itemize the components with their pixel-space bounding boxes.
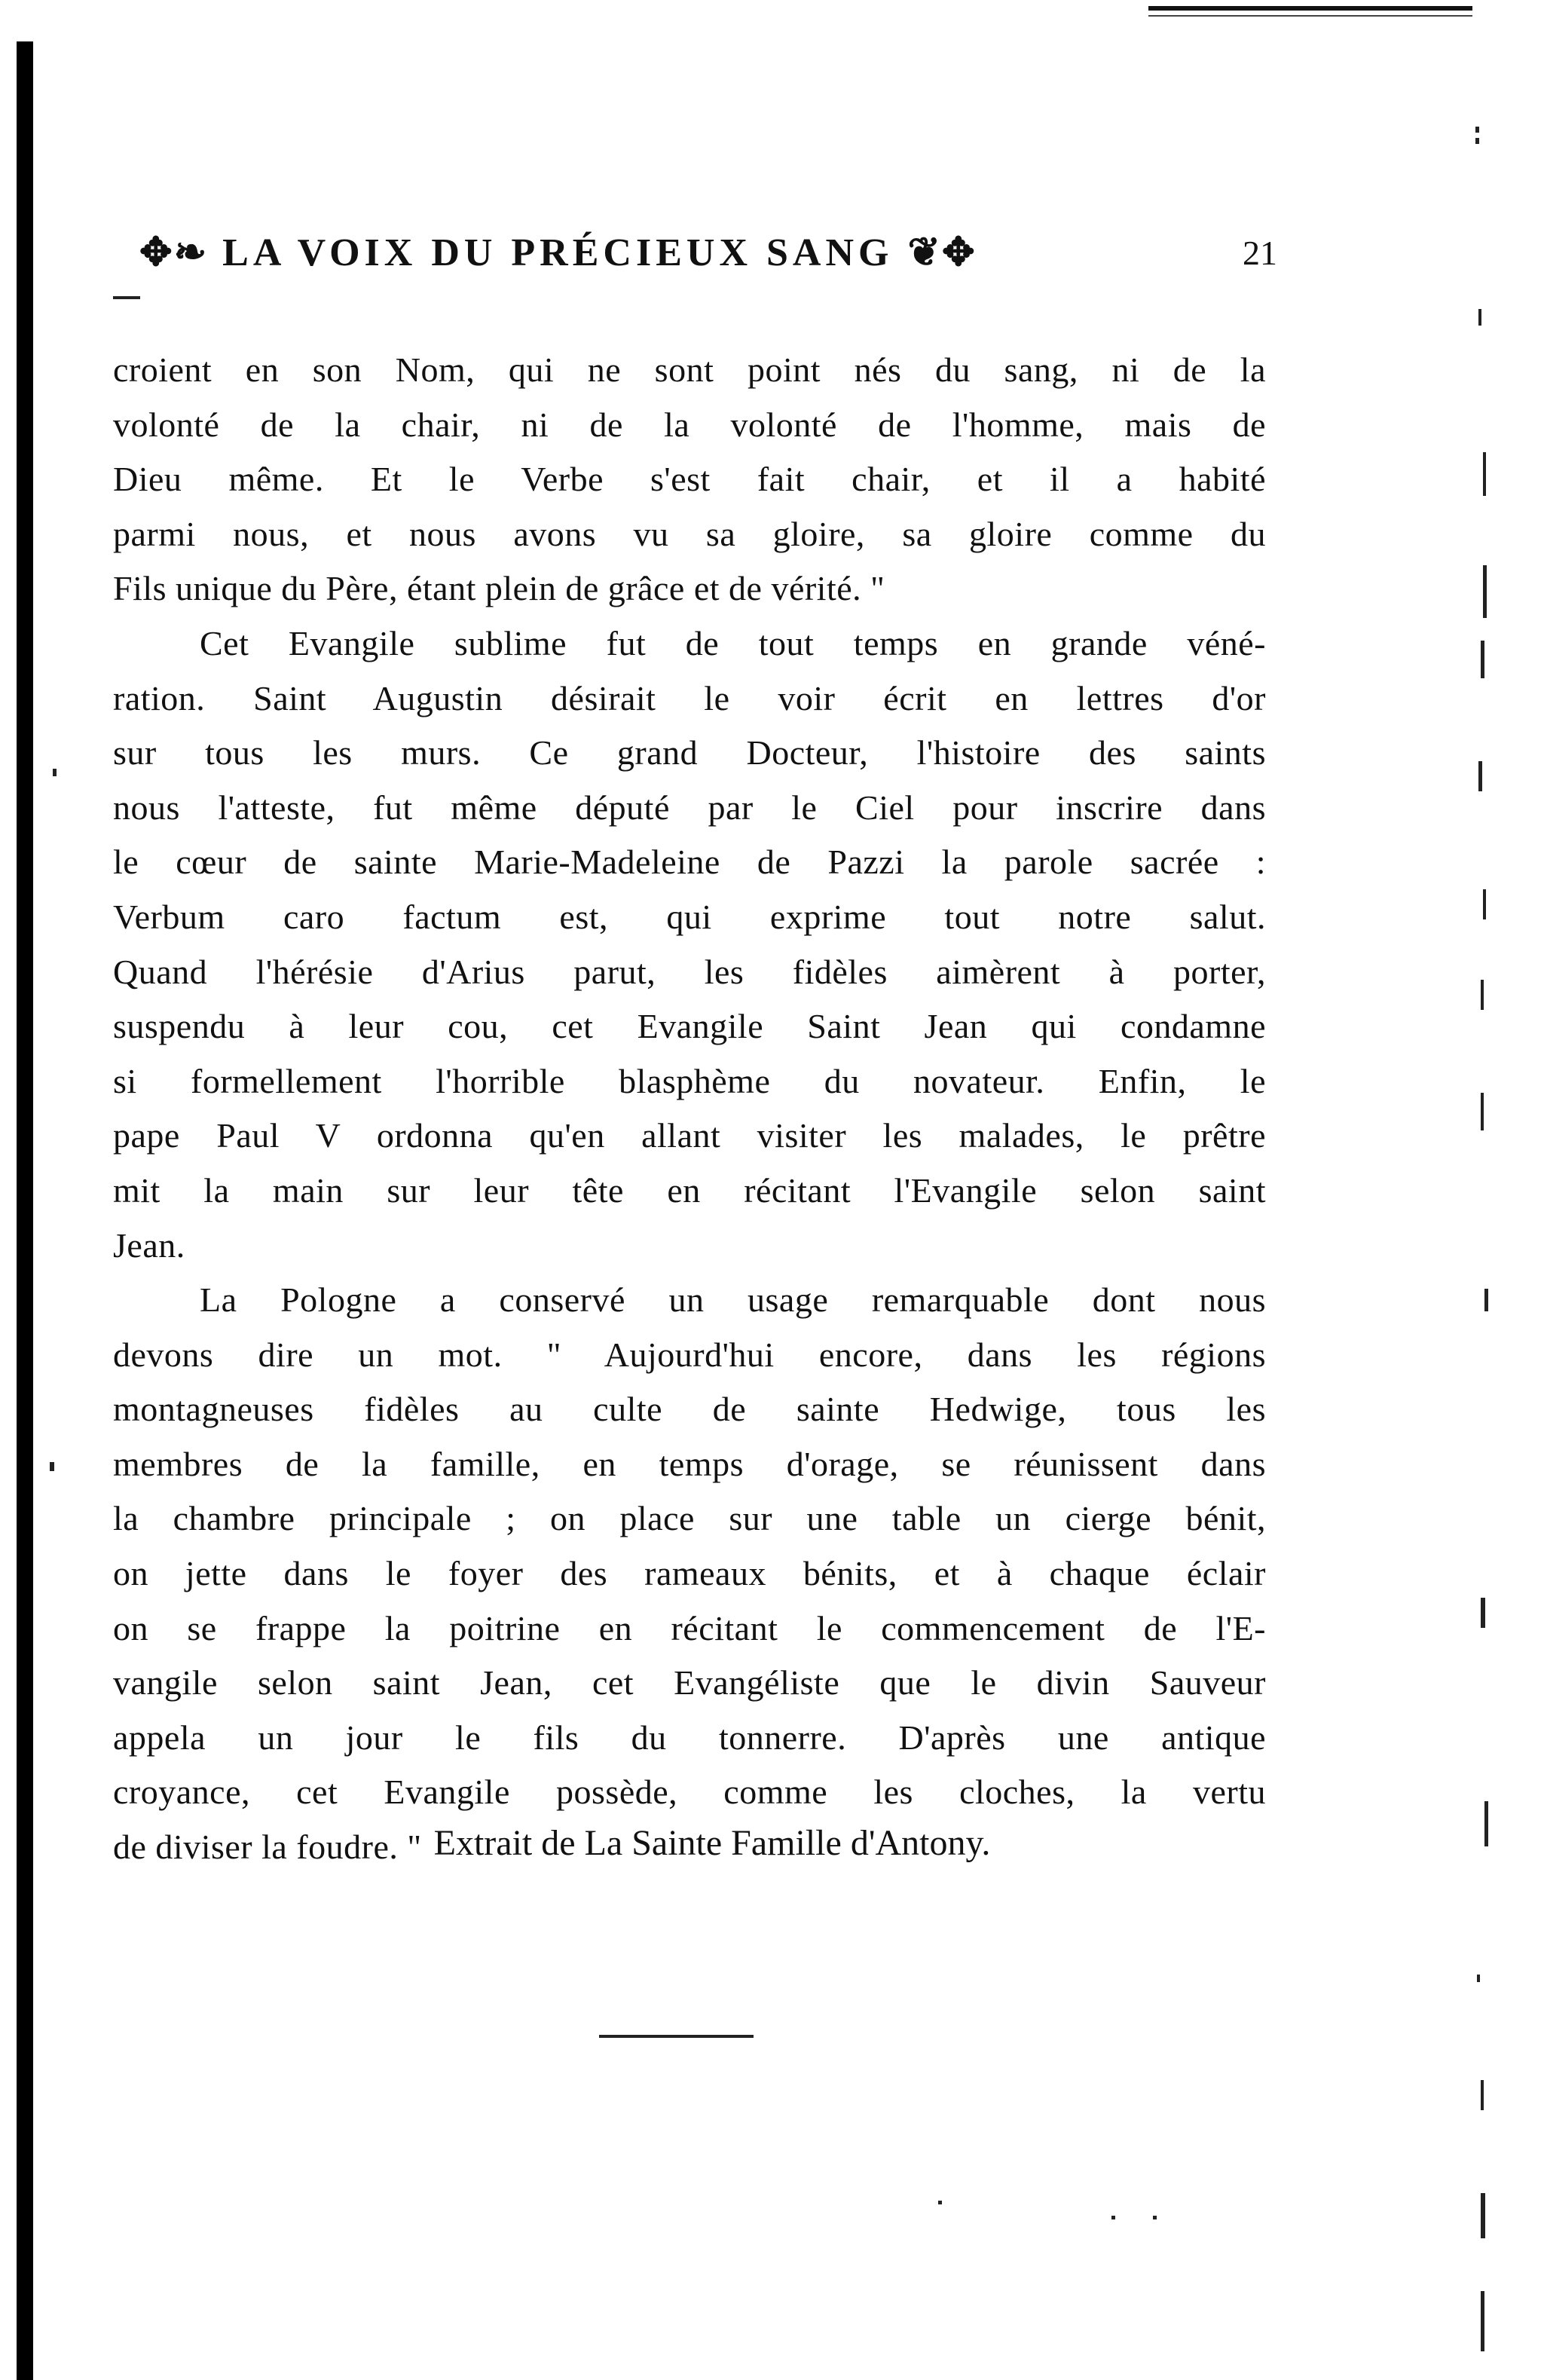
text-line: suspendu à leur cou, cet Evangile Saint Jean qui condamne <box>113 1007 1266 1046</box>
scan-speck <box>1111 2216 1115 2219</box>
text-line: mit la main sur leur tête en récitant l'Evangile selon saint <box>113 1170 1266 1210</box>
text-line: Cet Evangile sublime fut de tout temps en grande véné- <box>200 623 1266 662</box>
text-line: parmi nous, et nous avons vu sa gloire, sa gloire comme du <box>113 514 1266 553</box>
scan-speck <box>938 2201 942 2204</box>
scan-speck <box>1483 452 1486 496</box>
scan-speck <box>50 1462 54 1471</box>
running-head <box>139 226 1277 279</box>
text-line: si formellement l'horrible blasphème du novateur. Enfin, le <box>113 1061 1266 1100</box>
text-line: La Pologne a conservé un usage remarquable dont nous <box>200 1280 1266 1320</box>
scan-speck <box>1481 2080 1484 2110</box>
top-border-rule-thin <box>1148 15 1472 17</box>
text-line: on se frappe la poitrine en récitant le commencement de l'E- <box>113 1608 1266 1647</box>
scan-speck <box>1484 1289 1488 1311</box>
binding-edge <box>17 41 33 2380</box>
text-line: Dieu même. Et le Verbe s'est fait chair, et il a habité <box>113 460 1266 499</box>
scan-speck <box>1484 1801 1488 1846</box>
scan-speck <box>1481 641 1484 678</box>
text-line: croyance, cet Evangile possède, comme les cloches, la vertu <box>113 1773 1266 1812</box>
text-line: Fils unique du Père, étant plein de grâce et de vérité. " <box>113 569 885 608</box>
text-line: on jette dans le foyer des rameaux bénits, et à chaque éclair <box>113 1554 1266 1593</box>
top-border-rule <box>1148 6 1472 11</box>
text-line: vangile selon saint Jean, cet Evangéliste que le divin Sauveur <box>113 1663 1266 1702</box>
end-rule <box>599 2035 754 2038</box>
text-line: Verbum caro factum est, qui exprime tout notre salut. <box>113 897 1266 936</box>
text-line: volonté de la chair, ni de la volonté de l'homme, mais de <box>113 405 1266 444</box>
scan-speck <box>1475 127 1479 133</box>
text-line: croient en son Nom, qui ne sont point nés du sang, ni de la <box>113 350 1266 389</box>
scan-speck <box>1153 2216 1157 2219</box>
scan-speck <box>1483 889 1486 919</box>
text-line: sur tous les murs. Ce grand Docteur, l'histoire des saints <box>113 733 1266 772</box>
ornament-right-icon: ❦✥ <box>907 231 977 274</box>
running-title-wrapper <box>139 230 977 275</box>
text-line: devons dire un mot. " Aujourd'hui encore, dans les régions <box>113 1335 1266 1374</box>
source-attribution: Extrait de La Sainte Famille d'Antony. <box>433 1823 991 1863</box>
scan-speck <box>1475 138 1479 144</box>
scan-speck <box>1477 1975 1480 1982</box>
text-line: Quand l'hérésie d'Arius parut, les fidèles aimèrent à porter, <box>113 952 1266 991</box>
text-line: appela un jour le fils du tonnerre. D'après une antique <box>113 1718 1266 1757</box>
text-line: montagneuses fidèles au culte de sainte Hedwige, tous les <box>113 1390 1266 1429</box>
running-title: LA VOIX DU PRÉCIEUX SANG <box>222 231 894 274</box>
text-line: Jean. <box>113 1225 185 1265</box>
scan-speck <box>1481 1598 1485 1628</box>
scan-speck <box>1481 2291 1484 2351</box>
text-line: membres de la famille, en temps d'orage, se réunissent dans <box>113 1444 1266 1483</box>
scan-speck <box>53 769 57 776</box>
text-line: nous l'atteste, fut même député par le Ciel pour inscrire dans <box>113 788 1266 827</box>
text-line: la chambre principale ; on place sur une table un cierge bénit, <box>113 1499 1266 1538</box>
text-line: le cœur de sainte Marie-Madeleine de Pazzi la parole sacrée : <box>113 843 1266 882</box>
body-text <box>113 343 1266 1875</box>
page-number: 21 <box>1243 233 1277 272</box>
scan-speck <box>1481 2193 1485 2238</box>
scan-speck <box>1481 1093 1484 1130</box>
scan-speck <box>1478 761 1482 791</box>
text-line: ration. Saint Augustin désirait le voir écrit en lettres d'or <box>113 678 1266 717</box>
ornament-left-icon: ✥❧ <box>139 231 209 274</box>
text-line: de diviser la foudre. " <box>113 1828 422 1867</box>
header-dash <box>113 296 140 299</box>
scan-speck <box>1481 980 1484 1010</box>
scan-speck <box>1478 309 1481 326</box>
scan-speck <box>1483 565 1487 618</box>
text-line: pape Paul V ordonna qu'en allant visiter les malades, le prêtre <box>113 1116 1266 1155</box>
